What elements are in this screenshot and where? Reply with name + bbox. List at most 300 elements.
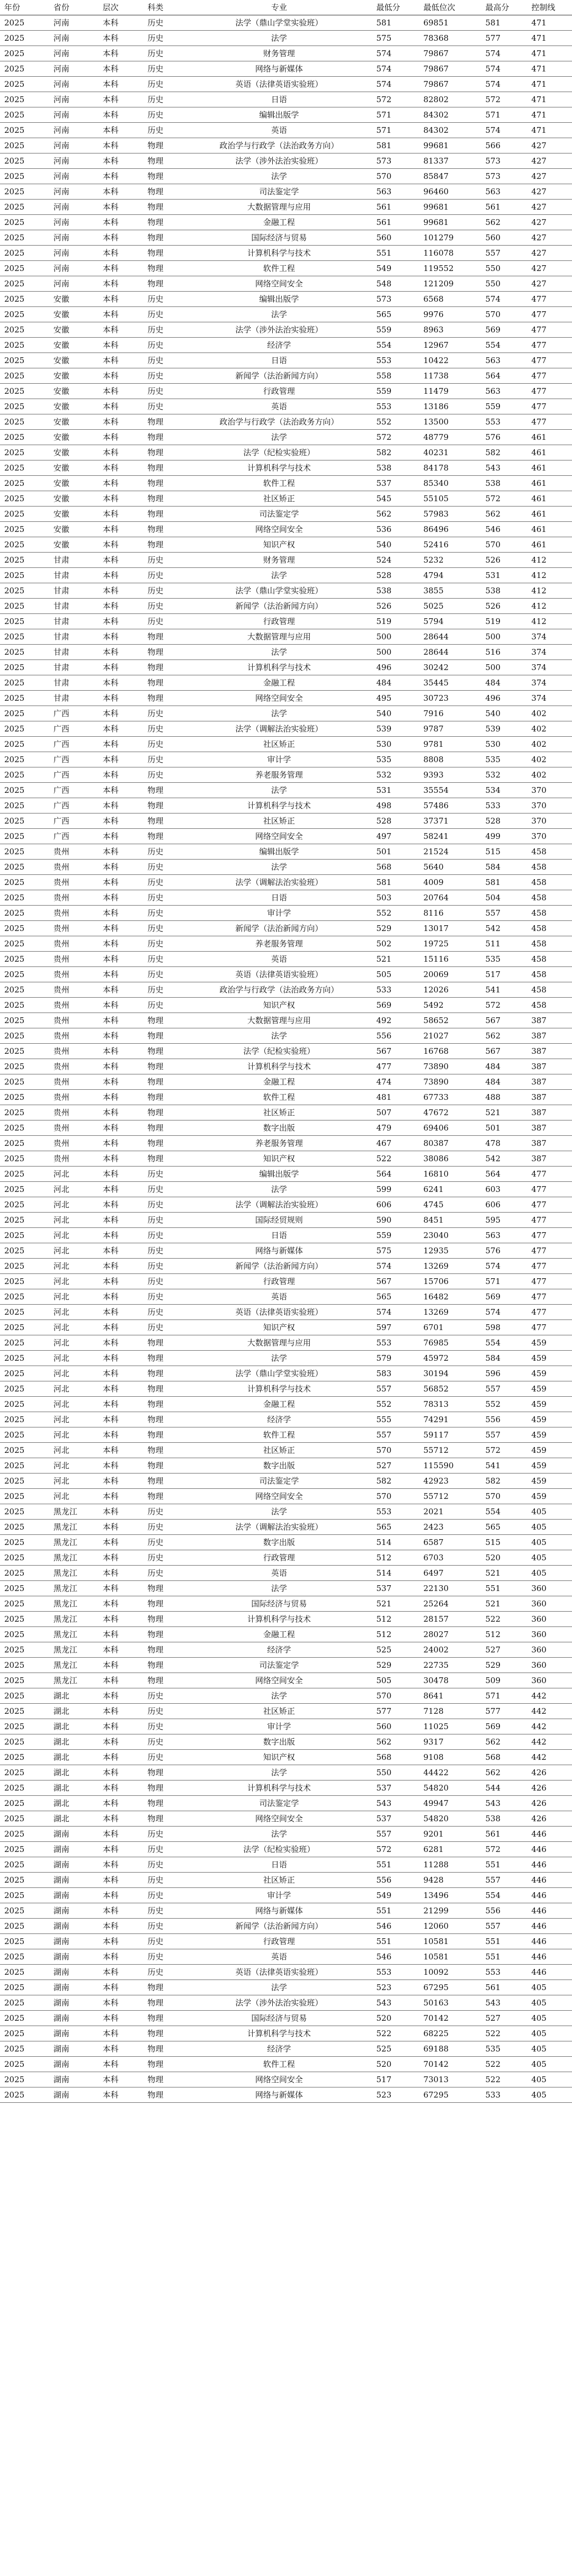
cell-major: 法学 [185, 1980, 373, 1995]
cell-min-score: 573 [373, 292, 421, 307]
cell-category: 历史 [145, 1873, 185, 1888]
cell-major: 法学（纪检实验班） [185, 445, 373, 460]
cell-min-score: 522 [373, 2026, 421, 2041]
cell-level: 本科 [100, 629, 145, 645]
cell-min-score: 530 [373, 737, 421, 752]
cell-min-rank: 15116 [420, 952, 482, 967]
cell-min-rank: 9781 [420, 737, 482, 752]
cell-category: 历史 [145, 368, 185, 384]
cell-min-score: 572 [373, 1842, 421, 1857]
cell-max-score: 573 [482, 169, 528, 184]
cell-max-score: 551 [482, 1857, 528, 1873]
cell-min-rank: 55712 [420, 1443, 482, 1458]
cell-year: 2025 [0, 1995, 50, 2011]
cell-level: 本科 [100, 1581, 145, 1596]
cell-major: 网络空间安全 [185, 1489, 373, 1504]
cell-major: 计算机科学与技术 [185, 2026, 373, 2041]
cell-control-line: 412 [528, 614, 572, 629]
cell-min-score: 559 [373, 1228, 421, 1243]
cell-province: 安徽 [50, 537, 100, 553]
cell-control-line: 446 [528, 1949, 572, 1965]
cell-year: 2025 [0, 1965, 50, 1980]
cell-min-rank: 42923 [420, 1474, 482, 1489]
cell-control-line: 405 [528, 1566, 572, 1581]
cell-level: 本科 [100, 1873, 145, 1888]
cell-year: 2025 [0, 2041, 50, 2057]
cell-major: 养老服务管理 [185, 1136, 373, 1151]
cell-max-score: 562 [482, 507, 528, 522]
cell-major: 网络空间安全 [185, 2072, 373, 2087]
cell-category: 历史 [145, 599, 185, 614]
cell-province: 河北 [50, 1397, 100, 1412]
cell-province: 安徽 [50, 292, 100, 307]
cell-major: 数字出版 [185, 1734, 373, 1750]
cell-major: 数字出版 [185, 1120, 373, 1136]
cell-min-rank: 79867 [420, 77, 482, 92]
cell-province: 安徽 [50, 338, 100, 353]
cell-province: 贵州 [50, 875, 100, 890]
cell-min-score: 590 [373, 1213, 421, 1228]
cell-max-score: 572 [482, 1842, 528, 1857]
cell-province: 湖南 [50, 1980, 100, 1995]
cell-province: 甘肃 [50, 614, 100, 629]
cell-max-score: 553 [482, 414, 528, 430]
cell-category: 物理 [145, 2041, 185, 2057]
cell-province: 河北 [50, 1213, 100, 1228]
cell-year: 2025 [0, 1197, 50, 1213]
table-row [0, 1535, 572, 1550]
cell-year: 2025 [0, 353, 50, 368]
cell-major: 网络空间安全 [185, 276, 373, 292]
table-row [0, 1857, 572, 1873]
cell-min-score: 500 [373, 629, 421, 645]
cell-province: 甘肃 [50, 629, 100, 645]
cell-control-line: 459 [528, 1412, 572, 1427]
cell-control-line: 402 [528, 706, 572, 721]
cell-level: 本科 [100, 307, 145, 322]
cell-category: 物理 [145, 2026, 185, 2041]
table-row [0, 752, 572, 767]
cell-min-rank: 47672 [420, 1105, 482, 1120]
cell-province: 河北 [50, 1443, 100, 1458]
cell-control-line: 446 [528, 1919, 572, 1934]
cell-control-line: 405 [528, 1550, 572, 1566]
cell-major: 软件工程 [185, 2057, 373, 2072]
cell-province: 湖北 [50, 1704, 100, 1719]
cell-province: 河北 [50, 1259, 100, 1274]
cell-control-line: 477 [528, 1228, 572, 1243]
cell-category: 物理 [145, 645, 185, 660]
cell-category: 物理 [145, 1474, 185, 1489]
cell-category: 物理 [145, 660, 185, 675]
cell-level: 本科 [100, 1612, 145, 1627]
cell-province: 甘肃 [50, 599, 100, 614]
cell-category: 历史 [145, 721, 185, 737]
cell-province: 河南 [50, 92, 100, 107]
table-row [0, 1765, 572, 1780]
cell-category: 物理 [145, 629, 185, 645]
table-row [0, 1105, 572, 1120]
table-row [0, 660, 572, 675]
table-row [0, 783, 572, 798]
cell-level: 本科 [100, 675, 145, 691]
cell-min-rank: 12026 [420, 982, 482, 998]
cell-min-score: 582 [373, 445, 421, 460]
cell-control-line: 402 [528, 767, 572, 783]
cell-control-line: 446 [528, 1873, 572, 1888]
cell-year: 2025 [0, 445, 50, 460]
cell-category: 物理 [145, 138, 185, 153]
cell-category: 历史 [145, 31, 185, 46]
cell-min-score: 574 [373, 61, 421, 77]
table-row [0, 138, 572, 153]
cell-category: 物理 [145, 230, 185, 246]
cell-year: 2025 [0, 1750, 50, 1765]
cell-year: 2025 [0, 952, 50, 967]
cell-control-line: 412 [528, 583, 572, 599]
cell-min-rank: 76985 [420, 1335, 482, 1351]
cell-min-score: 481 [373, 1090, 421, 1105]
cell-control-line: 427 [528, 153, 572, 169]
cell-year: 2025 [0, 967, 50, 982]
cell-min-rank: 37371 [420, 814, 482, 829]
cell-level: 本科 [100, 1397, 145, 1412]
cell-control-line: 427 [528, 246, 572, 261]
cell-level: 本科 [100, 1489, 145, 1504]
cell-min-rank: 9428 [420, 1873, 482, 1888]
cell-province: 河北 [50, 1427, 100, 1443]
cell-category: 物理 [145, 1059, 185, 1074]
cell-max-score: 554 [482, 1335, 528, 1351]
cell-major: 行政管理 [185, 1934, 373, 1949]
cell-min-score: 537 [373, 1780, 421, 1796]
cell-min-score: 557 [373, 1427, 421, 1443]
cell-province: 安徽 [50, 399, 100, 414]
cell-category: 物理 [145, 2011, 185, 2026]
cell-min-score: 538 [373, 583, 421, 599]
cell-year: 2025 [0, 2026, 50, 2041]
cell-min-score: 533 [373, 982, 421, 998]
cell-year: 2025 [0, 814, 50, 829]
cell-major: 计算机科学与技术 [185, 660, 373, 675]
cell-level: 本科 [100, 184, 145, 200]
cell-level: 本科 [100, 1044, 145, 1059]
cell-level: 本科 [100, 1980, 145, 1995]
table-row [0, 107, 572, 123]
cell-category: 历史 [145, 307, 185, 322]
cell-min-score: 575 [373, 1243, 421, 1259]
cell-category: 物理 [145, 1044, 185, 1059]
cell-min-score: 521 [373, 1596, 421, 1612]
cell-level: 本科 [100, 1305, 145, 1320]
table-row [0, 1381, 572, 1397]
cell-max-score: 496 [482, 691, 528, 706]
table-row [0, 1827, 572, 1842]
cell-category: 物理 [145, 1673, 185, 1688]
cell-min-rank: 35554 [420, 783, 482, 798]
cell-major: 财务管理 [185, 46, 373, 61]
cell-max-score: 529 [482, 1658, 528, 1673]
cell-category: 历史 [145, 1167, 185, 1182]
cell-level: 本科 [100, 921, 145, 936]
cell-year: 2025 [0, 1167, 50, 1182]
cell-major: 法学 [185, 645, 373, 660]
cell-year: 2025 [0, 1596, 50, 1612]
cell-province: 河北 [50, 1243, 100, 1259]
cell-year: 2025 [0, 1151, 50, 1167]
cell-level: 本科 [100, 1167, 145, 1182]
cell-max-score: 522 [482, 1612, 528, 1627]
cell-min-rank: 21027 [420, 1028, 482, 1044]
cell-level: 本科 [100, 15, 145, 31]
cell-major: 日语 [185, 1228, 373, 1243]
cell-year: 2025 [0, 2011, 50, 2026]
cell-max-score: 566 [482, 138, 528, 153]
cell-province: 甘肃 [50, 675, 100, 691]
cell-province: 河北 [50, 1351, 100, 1366]
cell-level: 本科 [100, 1934, 145, 1949]
cell-province: 安徽 [50, 522, 100, 537]
cell-control-line: 461 [528, 445, 572, 460]
table-row [0, 1151, 572, 1167]
cell-year: 2025 [0, 307, 50, 322]
cell-province: 安徽 [50, 307, 100, 322]
cell-min-rank: 45972 [420, 1351, 482, 1366]
cell-control-line: 446 [528, 1965, 572, 1980]
cell-level: 本科 [100, 1443, 145, 1458]
cell-min-rank: 16482 [420, 1289, 482, 1305]
cell-major: 金融工程 [185, 675, 373, 691]
cell-control-line: 360 [528, 1596, 572, 1612]
cell-min-score: 537 [373, 1811, 421, 1827]
cell-max-score: 571 [482, 1274, 528, 1289]
cell-province: 河北 [50, 1182, 100, 1197]
cell-min-score: 606 [373, 1197, 421, 1213]
cell-category: 物理 [145, 1013, 185, 1028]
cell-min-score: 498 [373, 798, 421, 814]
cell-category: 物理 [145, 1090, 185, 1105]
cell-category: 历史 [145, 737, 185, 752]
cell-province: 广西 [50, 814, 100, 829]
cell-category: 历史 [145, 875, 185, 890]
cell-level: 本科 [100, 2011, 145, 2026]
cell-year: 2025 [0, 1105, 50, 1120]
table-row [0, 1596, 572, 1612]
cell-major: 大数据管理与应用 [185, 629, 373, 645]
cell-major: 法学 [185, 1581, 373, 1596]
cell-province: 河南 [50, 169, 100, 184]
header-province: 省份 [50, 0, 100, 15]
cell-level: 本科 [100, 998, 145, 1013]
cell-control-line: 412 [528, 553, 572, 568]
cell-min-rank: 84302 [420, 107, 482, 123]
cell-control-line: 387 [528, 1013, 572, 1028]
header-category: 科类 [145, 0, 185, 15]
cell-min-rank: 52416 [420, 537, 482, 553]
cell-year: 2025 [0, 230, 50, 246]
cell-control-line: 461 [528, 522, 572, 537]
cell-min-rank: 4009 [420, 875, 482, 890]
cell-max-score: 541 [482, 982, 528, 998]
cell-category: 历史 [145, 706, 185, 721]
table-row [0, 1811, 572, 1827]
table-row [0, 1704, 572, 1719]
cell-max-score: 596 [482, 1366, 528, 1381]
table-row [0, 507, 572, 522]
cell-level: 本科 [100, 2072, 145, 2087]
cell-province: 广西 [50, 737, 100, 752]
cell-control-line: 477 [528, 1213, 572, 1228]
cell-control-line: 387 [528, 1044, 572, 1059]
cell-min-rank: 49947 [420, 1796, 482, 1811]
cell-province: 湖北 [50, 1811, 100, 1827]
cell-min-rank: 8963 [420, 322, 482, 338]
cell-max-score: 581 [482, 15, 528, 31]
cell-control-line: 412 [528, 568, 572, 583]
cell-max-score: 557 [482, 1919, 528, 1934]
cell-max-score: 553 [482, 1965, 528, 1980]
cell-min-rank: 85847 [420, 169, 482, 184]
cell-year: 2025 [0, 1120, 50, 1136]
cell-max-score: 574 [482, 61, 528, 77]
cell-level: 本科 [100, 230, 145, 246]
cell-category: 历史 [145, 952, 185, 967]
cell-year: 2025 [0, 1427, 50, 1443]
table-row [0, 1995, 572, 2011]
cell-province: 河南 [50, 77, 100, 92]
cell-year: 2025 [0, 890, 50, 906]
table-row [0, 1719, 572, 1734]
cell-year: 2025 [0, 614, 50, 629]
table-row [0, 890, 572, 906]
cell-min-score: 535 [373, 752, 421, 767]
cell-min-rank: 119552 [420, 261, 482, 276]
cell-min-rank: 78368 [420, 31, 482, 46]
cell-province: 广西 [50, 767, 100, 783]
cell-year: 2025 [0, 1274, 50, 1289]
cell-max-score: 581 [482, 875, 528, 890]
cell-major: 英语（法律英语实验班） [185, 967, 373, 982]
cell-major: 编辑出版学 [185, 107, 373, 123]
cell-province: 河南 [50, 246, 100, 261]
cell-year: 2025 [0, 1627, 50, 1642]
cell-control-line: 477 [528, 1259, 572, 1274]
cell-category: 历史 [145, 1734, 185, 1750]
cell-min-rank: 116078 [420, 246, 482, 261]
cell-province: 河北 [50, 1335, 100, 1351]
cell-category: 历史 [145, 322, 185, 338]
cell-control-line: 427 [528, 200, 572, 215]
header-control-line: 控制线 [528, 0, 572, 15]
cell-max-score: 521 [482, 1105, 528, 1120]
cell-min-rank: 22130 [420, 1581, 482, 1596]
cell-major: 法学（调解法治实验班） [185, 721, 373, 737]
cell-min-rank: 11025 [420, 1719, 482, 1734]
cell-major: 审计学 [185, 1719, 373, 1734]
cell-min-rank: 5794 [420, 614, 482, 629]
cell-year: 2025 [0, 1243, 50, 1259]
cell-control-line: 459 [528, 1335, 572, 1351]
cell-min-rank: 8641 [420, 1688, 482, 1704]
cell-province: 湖南 [50, 1934, 100, 1949]
cell-level: 本科 [100, 936, 145, 952]
cell-year: 2025 [0, 1688, 50, 1704]
cell-major: 法学（涉外法治实验班） [185, 322, 373, 338]
cell-category: 物理 [145, 460, 185, 476]
cell-min-score: 551 [373, 1903, 421, 1919]
table-row [0, 1734, 572, 1750]
cell-year: 2025 [0, 1044, 50, 1059]
cell-max-score: 551 [482, 1949, 528, 1965]
cell-year: 2025 [0, 1320, 50, 1335]
cell-category: 历史 [145, 1704, 185, 1719]
cell-year: 2025 [0, 184, 50, 200]
cell-category: 历史 [145, 1213, 185, 1228]
cell-control-line: 471 [528, 15, 572, 31]
cell-min-score: 492 [373, 1013, 421, 1028]
cell-major: 金融工程 [185, 215, 373, 230]
cell-major: 法学 [185, 860, 373, 875]
cell-major: 新闻学（法治新闻方向） [185, 368, 373, 384]
cell-category: 物理 [145, 829, 185, 844]
cell-max-score: 534 [482, 783, 528, 798]
cell-year: 2025 [0, 261, 50, 276]
cell-min-rank: 16810 [420, 1167, 482, 1182]
cell-min-rank: 58652 [420, 1013, 482, 1028]
cell-major: 日语 [185, 353, 373, 368]
cell-min-rank: 48779 [420, 430, 482, 445]
cell-min-score: 597 [373, 1320, 421, 1335]
cell-level: 本科 [100, 491, 145, 507]
cell-min-score: 501 [373, 844, 421, 860]
cell-min-rank: 9108 [420, 1750, 482, 1765]
cell-province: 湖北 [50, 1688, 100, 1704]
cell-min-score: 531 [373, 783, 421, 798]
cell-control-line: 446 [528, 1888, 572, 1903]
cell-control-line: 446 [528, 1857, 572, 1873]
table-row [0, 614, 572, 629]
cell-max-score: 550 [482, 276, 528, 292]
cell-min-score: 557 [373, 1827, 421, 1842]
cell-category: 历史 [145, 384, 185, 399]
cell-level: 本科 [100, 1811, 145, 1827]
table-row [0, 1612, 572, 1627]
cell-major: 计算机科学与技术 [185, 246, 373, 261]
table-row [0, 384, 572, 399]
cell-province: 河北 [50, 1167, 100, 1182]
cell-category: 历史 [145, 553, 185, 568]
cell-level: 本科 [100, 169, 145, 184]
table-row [0, 952, 572, 967]
cell-control-line: 442 [528, 1688, 572, 1704]
cell-max-score: 488 [482, 1090, 528, 1105]
cell-max-score: 559 [482, 399, 528, 414]
cell-year: 2025 [0, 568, 50, 583]
cell-level: 本科 [100, 1182, 145, 1197]
cell-max-score: 570 [482, 1489, 528, 1504]
cell-control-line: 370 [528, 814, 572, 829]
cell-year: 2025 [0, 982, 50, 998]
table-row [0, 1842, 572, 1857]
cell-year: 2025 [0, 1520, 50, 1535]
table-row [0, 1013, 572, 1028]
cell-min-rank: 21299 [420, 1903, 482, 1919]
cell-min-rank: 86496 [420, 522, 482, 537]
cell-level: 本科 [100, 2087, 145, 2103]
cell-province: 黑龙江 [50, 1535, 100, 1550]
cell-control-line: 471 [528, 77, 572, 92]
cell-level: 本科 [100, 430, 145, 445]
